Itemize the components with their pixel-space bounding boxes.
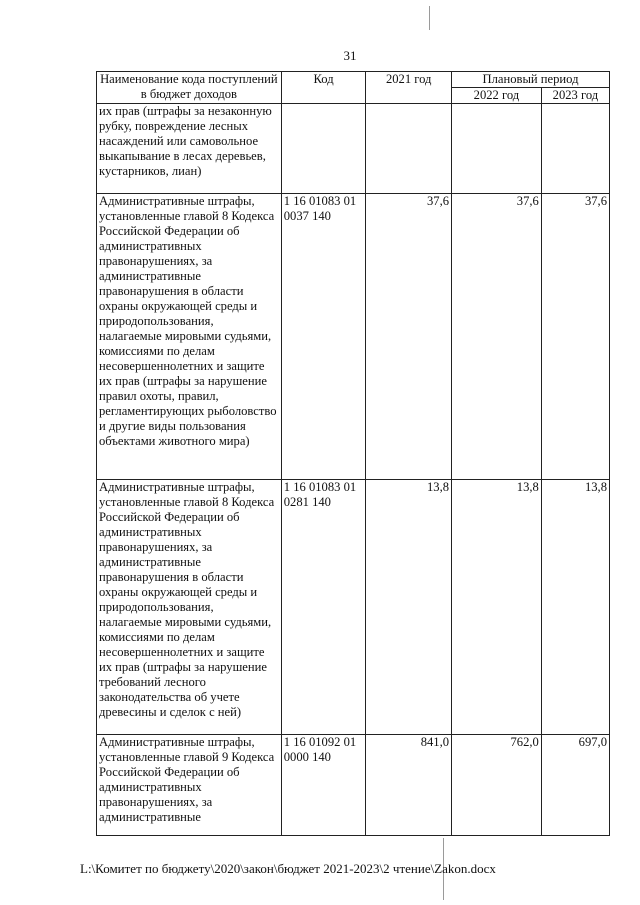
table-header-row: [97, 72, 610, 88]
row-2022: [452, 104, 542, 194]
table-row: [97, 194, 610, 480]
header-name: Наименование кода поступлений в бюджет доходов: [97, 72, 282, 104]
row-name: Административные штрафы, установленные главой 8 Кодекса Российской Федерации об административных правонарушениях, за административные правонарушения в области охраны окружающей среды и природопользования, налагаемые мировыми судьями, комиссиями по делам несовершеннолетних и защите их прав (штрафы за нарушение правил охоты, правил, регламентирующих рыболовство и другие виды пользования объектами животного мира): [97, 194, 282, 480]
row-2021: 13,8: [366, 480, 452, 735]
row-2023: 13,8: [541, 480, 609, 735]
budget-table: [96, 71, 610, 836]
row-name: их прав (штрафы за незаконную рубку, повреждение лесных насаждений или самовольное выкапывание в лесах деревьев, кустарников, лиан): [97, 104, 282, 194]
scan-mark-top: [429, 6, 430, 30]
table-row: [97, 104, 610, 194]
row-2022: 762,0: [452, 735, 542, 836]
header-2022: 2022 год: [452, 88, 542, 104]
table-row: [97, 735, 610, 836]
row-2021: [366, 104, 452, 194]
header-code: Код: [281, 72, 366, 104]
header-planned-period: Плановый период: [452, 72, 610, 88]
row-2023: [541, 104, 609, 194]
row-code: [281, 104, 366, 194]
row-name: Административные штрафы, установленные главой 9 Кодекса Российской Федерации об административных правонарушениях, за административные: [97, 735, 282, 836]
row-code: 1 16 01083 01 0281 140: [281, 480, 366, 735]
row-2023: 37,6: [541, 194, 609, 480]
row-2021: 37,6: [366, 194, 452, 480]
header-2023: 2023 год: [541, 88, 609, 104]
table-row: [97, 480, 610, 735]
row-2022: 13,8: [452, 480, 542, 735]
page-number: 31: [343, 48, 357, 63]
header-2021: 2021 год: [366, 72, 452, 104]
row-2023: 697,0: [541, 735, 609, 836]
row-name: Административные штрафы, установленные главой 8 Кодекса Российской Федерации об административных правонарушениях, за административные правонарушения в области охраны окружающей среды и природопользования, налагаемые мировыми судьями, комиссиями по делам несовершеннолетних и защите их прав (штрафы за нарушение требований лесного законодательства об учете древесины и сделок с ней): [97, 480, 282, 735]
row-code: 1 16 01083 01 0037 140: [281, 194, 366, 480]
row-2021: 841,0: [366, 735, 452, 836]
document-file-path: L:\Комитет по бюджету\2020\закон\бюджет 2021-2023\2 чтение\Zakon.docx: [80, 861, 496, 876]
row-code: 1 16 01092 01 0000 140: [281, 735, 366, 836]
row-2022: 37,6: [452, 194, 542, 480]
